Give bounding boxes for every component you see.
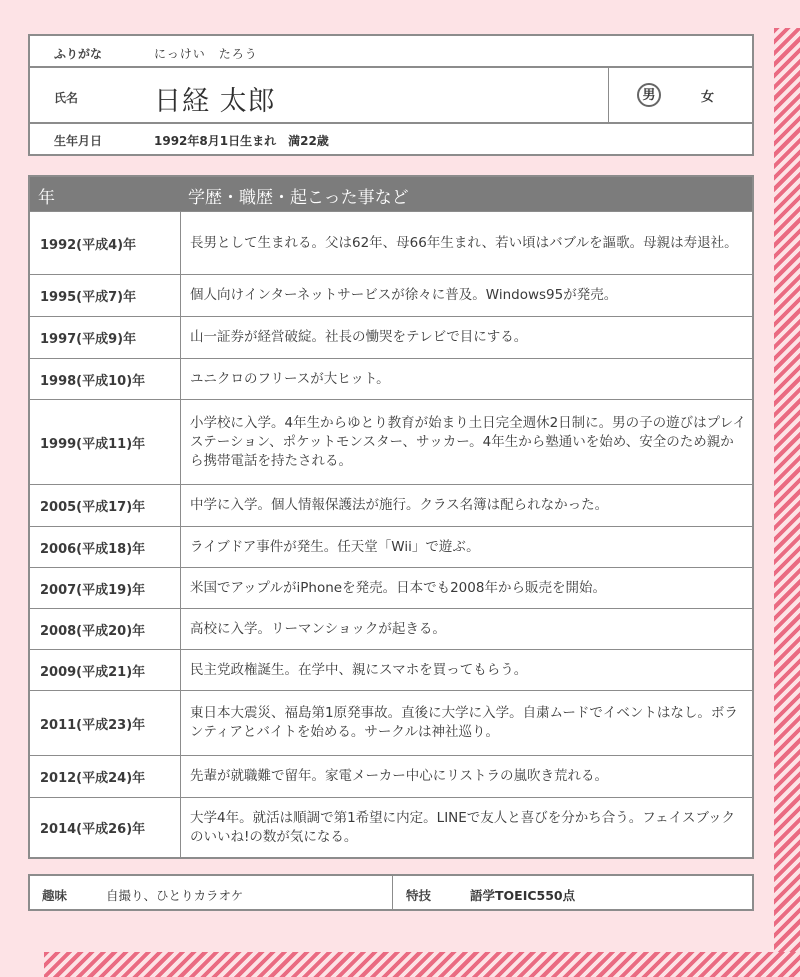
table-row bbox=[30, 484, 752, 526]
table-row bbox=[30, 211, 752, 274]
row-year: 1997(平成9)年 bbox=[40, 332, 137, 347]
table-row bbox=[30, 690, 752, 755]
row-event: 大学4年。就活は順調で第1希望に内定。LINEで友人と喜びを分かち合う。フェイスブックのいいね!の数が気になる。 bbox=[190, 809, 736, 845]
row-event: ユニクロのフリースが大ヒット。 bbox=[190, 370, 390, 387]
row-year: 2006(平成18)年 bbox=[40, 541, 146, 557]
table-row bbox=[30, 399, 752, 484]
table-row bbox=[30, 316, 752, 358]
row-year: 2014(平成26)年 bbox=[40, 822, 146, 837]
name-value: 日経 太郎 bbox=[154, 86, 276, 117]
history-table bbox=[28, 175, 754, 859]
gender-cell bbox=[608, 68, 755, 122]
row-year: 1995(平成7)年 bbox=[40, 290, 137, 305]
table-row bbox=[30, 755, 752, 797]
birth-label: 生年月日 bbox=[54, 134, 103, 148]
table-row bbox=[30, 608, 752, 649]
footer-divider bbox=[392, 876, 393, 909]
row-event: 小学校に入学。4年生からゆとり教育が始まり土日完全週休2日制に。男の子の遊びはプレイステーション、ポケットモンスター、サッカー。4年生から塾通いを始め、安全のため親から携帯電話を持たされる。 bbox=[190, 414, 746, 469]
skill-value: 語学TOEIC550点 bbox=[470, 888, 576, 903]
row-year: 2009(平成21)年 bbox=[40, 664, 146, 680]
table-row bbox=[30, 526, 752, 567]
row-event: 高校に入学。リーマンショックが起きる。 bbox=[190, 620, 446, 637]
row-event: 米国でアップルがiPhoneを発売。日本でも2008年から販売を開始。 bbox=[190, 579, 606, 596]
gender-male-circled: 男 bbox=[637, 83, 661, 107]
table-row bbox=[30, 274, 752, 316]
stripe-decoration-bottom bbox=[44, 952, 800, 977]
furigana-row bbox=[30, 36, 752, 68]
gender-female: 女 bbox=[701, 90, 715, 105]
row-year: 1999(平成11)年 bbox=[40, 436, 146, 452]
table-row bbox=[30, 567, 752, 608]
hobby-skill-box bbox=[28, 874, 754, 911]
row-year: 2005(平成17)年 bbox=[40, 500, 146, 515]
name-label: 氏名 bbox=[54, 91, 79, 105]
row-event: 個人向けインターネットサービスが徐々に普及。Windows95が発売。 bbox=[190, 287, 618, 303]
row-event: 民主党政権誕生。在学中、親にスマホを買ってもらう。 bbox=[190, 661, 528, 678]
birth-value: 1992年8月1日生まれ 満22歳 bbox=[154, 134, 329, 148]
table-row bbox=[30, 797, 752, 857]
profile-box bbox=[28, 34, 754, 156]
table-row bbox=[30, 649, 752, 690]
row-event: ライブドア事件が発生。任天堂「Wii」で遊ぶ。 bbox=[190, 538, 480, 555]
furigana-label: ふりがな bbox=[54, 47, 103, 61]
row-year: 1998(平成10)年 bbox=[40, 373, 146, 389]
row-year: 2012(平成24)年 bbox=[40, 771, 146, 786]
birth-row bbox=[30, 124, 752, 154]
row-year: 2007(平成19)年 bbox=[40, 582, 146, 598]
row-year: 1992(平成4)年 bbox=[40, 237, 137, 253]
skill-label: 特技 bbox=[406, 888, 432, 903]
furigana-value: にっけい たろう bbox=[154, 47, 258, 61]
row-event: 山一証券が経営破綻。社長の慟哭をテレビで目にする。 bbox=[190, 329, 528, 345]
row-year: 2011(平成23)年 bbox=[40, 717, 146, 733]
row-event: 長男として生まれる。父は62年、母66年生まれ、若い頃はバブルを謳歌。母親は寿退社。 bbox=[190, 234, 738, 251]
row-year: 2008(平成20)年 bbox=[40, 623, 146, 639]
name-row bbox=[30, 68, 752, 124]
row-event: 先輩が就職難で留年。家電メーカー中心にリストラの嵐吹き荒れる。 bbox=[190, 768, 608, 784]
stripe-decoration-right bbox=[774, 28, 800, 977]
row-event: 東日本大震災、福島第1原発事故。直後に大学に入学。自粛ムードでイベントはなし。ボランティアとバイトを始める。サークルは神社巡り。 bbox=[190, 705, 738, 740]
row-event: 中学に入学。個人情報保護法が施行。クラス名簿は配られなかった。 bbox=[190, 497, 609, 513]
history-header bbox=[30, 177, 752, 211]
hobby-value: 自撮り、ひとりカラオケ bbox=[106, 888, 244, 903]
hobby-label: 趣味 bbox=[42, 888, 68, 903]
table-row bbox=[30, 358, 752, 399]
header-event: 学歴・職歴・起こった事など bbox=[188, 188, 409, 208]
header-year: 年 bbox=[38, 188, 55, 208]
